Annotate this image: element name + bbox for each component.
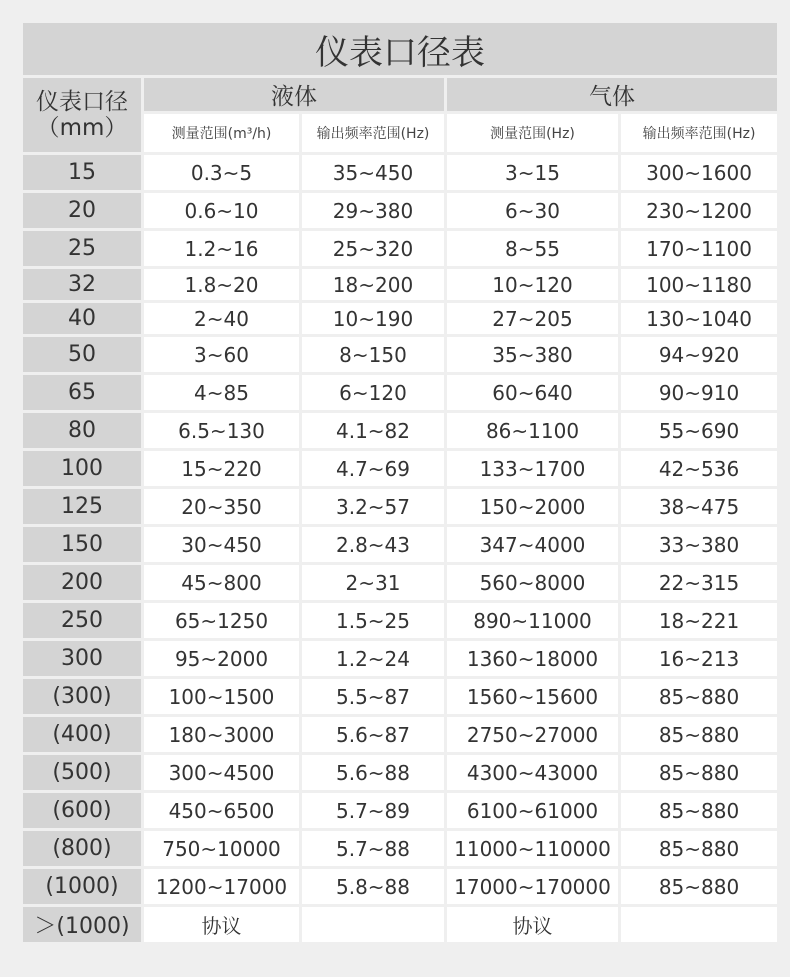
liquid-range-header: 测量范围(m³/h): [143, 113, 301, 154]
table-row: [22, 154, 779, 192]
liquid-range-cell: 3~60: [143, 336, 301, 374]
table-row: [22, 526, 779, 564]
gas-range-cell: 60~640: [446, 374, 620, 412]
gas-freq-cell: 85~880: [620, 868, 779, 906]
size-column-header: [22, 77, 143, 154]
gas-range-cell: 1360~18000: [446, 640, 620, 678]
liquid-freq-cell: 3.2~57: [301, 488, 446, 526]
liquid-freq-cell: 5.6~87: [301, 716, 446, 754]
caliber-table: [20, 20, 780, 945]
size-cell: 200: [22, 564, 143, 602]
liquid-range-cell: 协议: [143, 906, 301, 944]
gas-range-cell: 10~120: [446, 268, 620, 302]
liquid-freq-cell: 4.1~82: [301, 412, 446, 450]
liquid-range-cell: 4~85: [143, 374, 301, 412]
gas-freq-cell: 22~315: [620, 564, 779, 602]
liquid-freq-cell: 10~190: [301, 302, 446, 336]
table-row: [22, 374, 779, 412]
gas-freq-cell: 85~880: [620, 830, 779, 868]
size-cell: (400): [22, 716, 143, 754]
liquid-freq-cell: 5.7~88: [301, 830, 446, 868]
table-row: [22, 830, 779, 868]
gas-range-cell: 27~205: [446, 302, 620, 336]
liquid-freq-cell: 4.7~69: [301, 450, 446, 488]
size-header-line2: （mm）: [36, 115, 128, 141]
liquid-range-cell: 65~1250: [143, 602, 301, 640]
gas-freq-cell: [620, 906, 779, 944]
gas-freq-cell: 130~1040: [620, 302, 779, 336]
size-cell: 40: [22, 302, 143, 336]
table-row: [22, 716, 779, 754]
size-cell: 300: [22, 640, 143, 678]
gas-range-cell: 11000~110000: [446, 830, 620, 868]
table-row: [22, 564, 779, 602]
gas-freq-cell: 42~536: [620, 450, 779, 488]
size-header-line1: 仪表口径: [36, 89, 128, 115]
liquid-range-cell: 1200~17000: [143, 868, 301, 906]
table-row: [22, 906, 779, 944]
gas-freq-header: 输出频率范围(Hz): [620, 113, 779, 154]
table-row: [22, 192, 779, 230]
gas-freq-cell: 18~221: [620, 602, 779, 640]
caliber-table-container: [20, 20, 777, 945]
size-cell: (500): [22, 754, 143, 792]
size-cell: (1000): [22, 868, 143, 906]
table-row: [22, 754, 779, 792]
liquid-range-cell: 450~6500: [143, 792, 301, 830]
size-cell: 15: [22, 154, 143, 192]
gas-range-cell: 6100~61000: [446, 792, 620, 830]
table-row: [22, 450, 779, 488]
gas-range-cell: 86~1100: [446, 412, 620, 450]
liquid-freq-cell: 5.7~89: [301, 792, 446, 830]
size-cell: 150: [22, 526, 143, 564]
gas-range-cell: 协议: [446, 906, 620, 944]
table-row: [22, 336, 779, 374]
table-row: [22, 678, 779, 716]
table-row: [22, 868, 779, 906]
liquid-range-cell: 2~40: [143, 302, 301, 336]
size-cell: 250: [22, 602, 143, 640]
size-cell: 20: [22, 192, 143, 230]
liquid-range-cell: 15~220: [143, 450, 301, 488]
liquid-freq-cell: 1.5~25: [301, 602, 446, 640]
gas-range-header: 测量范围(Hz): [446, 113, 620, 154]
table-row: [22, 792, 779, 830]
liquid-range-cell: 1.8~20: [143, 268, 301, 302]
liquid-range-cell: 30~450: [143, 526, 301, 564]
size-cell: ＞(1000): [22, 906, 143, 944]
gas-freq-cell: 100~1180: [620, 268, 779, 302]
gas-range-cell: 150~2000: [446, 488, 620, 526]
liquid-freq-cell: 5.6~88: [301, 754, 446, 792]
liquid-freq-cell: 8~150: [301, 336, 446, 374]
gas-range-cell: 8~55: [446, 230, 620, 268]
liquid-range-cell: 1.2~16: [143, 230, 301, 268]
gas-range-cell: 35~380: [446, 336, 620, 374]
liquid-freq-cell: 1.2~24: [301, 640, 446, 678]
liquid-range-cell: 0.6~10: [143, 192, 301, 230]
liquid-freq-cell: 35~450: [301, 154, 446, 192]
size-cell: 65: [22, 374, 143, 412]
size-cell: 80: [22, 412, 143, 450]
gas-freq-cell: 55~690: [620, 412, 779, 450]
liquid-freq-cell: 5.8~88: [301, 868, 446, 906]
liquid-range-cell: 45~800: [143, 564, 301, 602]
table-row: [22, 302, 779, 336]
gas-range-cell: 1560~15600: [446, 678, 620, 716]
liquid-range-cell: 20~350: [143, 488, 301, 526]
size-cell: (300): [22, 678, 143, 716]
size-cell: (800): [22, 830, 143, 868]
liquid-range-cell: 180~3000: [143, 716, 301, 754]
gas-range-cell: 6~30: [446, 192, 620, 230]
table-row: [22, 488, 779, 526]
liquid-freq-cell: 18~200: [301, 268, 446, 302]
table-row: [22, 412, 779, 450]
size-cell: (600): [22, 792, 143, 830]
liquid-freq-cell: [301, 906, 446, 944]
size-cell: 100: [22, 450, 143, 488]
liquid-range-cell: 0.3~5: [143, 154, 301, 192]
gas-freq-cell: 85~880: [620, 716, 779, 754]
liquid-freq-cell: 25~320: [301, 230, 446, 268]
liquid-group-header: 液体: [143, 77, 446, 113]
gas-range-cell: 133~1700: [446, 450, 620, 488]
liquid-freq-cell: 6~120: [301, 374, 446, 412]
liquid-freq-header: 输出频率范围(Hz): [301, 113, 446, 154]
size-cell: 125: [22, 488, 143, 526]
table-row: [22, 640, 779, 678]
size-cell: 32: [22, 268, 143, 302]
gas-range-cell: 347~4000: [446, 526, 620, 564]
liquid-range-cell: 100~1500: [143, 678, 301, 716]
gas-freq-cell: 94~920: [620, 336, 779, 374]
liquid-range-cell: 300~4500: [143, 754, 301, 792]
gas-range-cell: 2750~27000: [446, 716, 620, 754]
gas-freq-cell: 33~380: [620, 526, 779, 564]
gas-freq-cell: 90~910: [620, 374, 779, 412]
gas-freq-cell: 170~1100: [620, 230, 779, 268]
liquid-range-cell: 750~10000: [143, 830, 301, 868]
gas-freq-cell: 38~475: [620, 488, 779, 526]
gas-range-cell: 3~15: [446, 154, 620, 192]
table-row: [22, 602, 779, 640]
table-title: 仪表口径表: [22, 22, 779, 77]
liquid-freq-cell: 29~380: [301, 192, 446, 230]
gas-range-cell: 17000~170000: [446, 868, 620, 906]
size-cell: 25: [22, 230, 143, 268]
liquid-freq-cell: 5.5~87: [301, 678, 446, 716]
gas-range-cell: 560~8000: [446, 564, 620, 602]
gas-freq-cell: 85~880: [620, 792, 779, 830]
liquid-freq-cell: 2~31: [301, 564, 446, 602]
gas-group-header: 气体: [446, 77, 779, 113]
liquid-range-cell: 6.5~130: [143, 412, 301, 450]
liquid-range-cell: 95~2000: [143, 640, 301, 678]
gas-freq-cell: 300~1600: [620, 154, 779, 192]
gas-freq-cell: 230~1200: [620, 192, 779, 230]
table-body: [22, 154, 779, 944]
table-row: [22, 230, 779, 268]
gas-range-cell: 4300~43000: [446, 754, 620, 792]
gas-range-cell: 890~11000: [446, 602, 620, 640]
liquid-freq-cell: 2.8~43: [301, 526, 446, 564]
gas-freq-cell: 16~213: [620, 640, 779, 678]
table-row: [22, 268, 779, 302]
gas-freq-cell: 85~880: [620, 678, 779, 716]
size-cell: 50: [22, 336, 143, 374]
gas-freq-cell: 85~880: [620, 754, 779, 792]
